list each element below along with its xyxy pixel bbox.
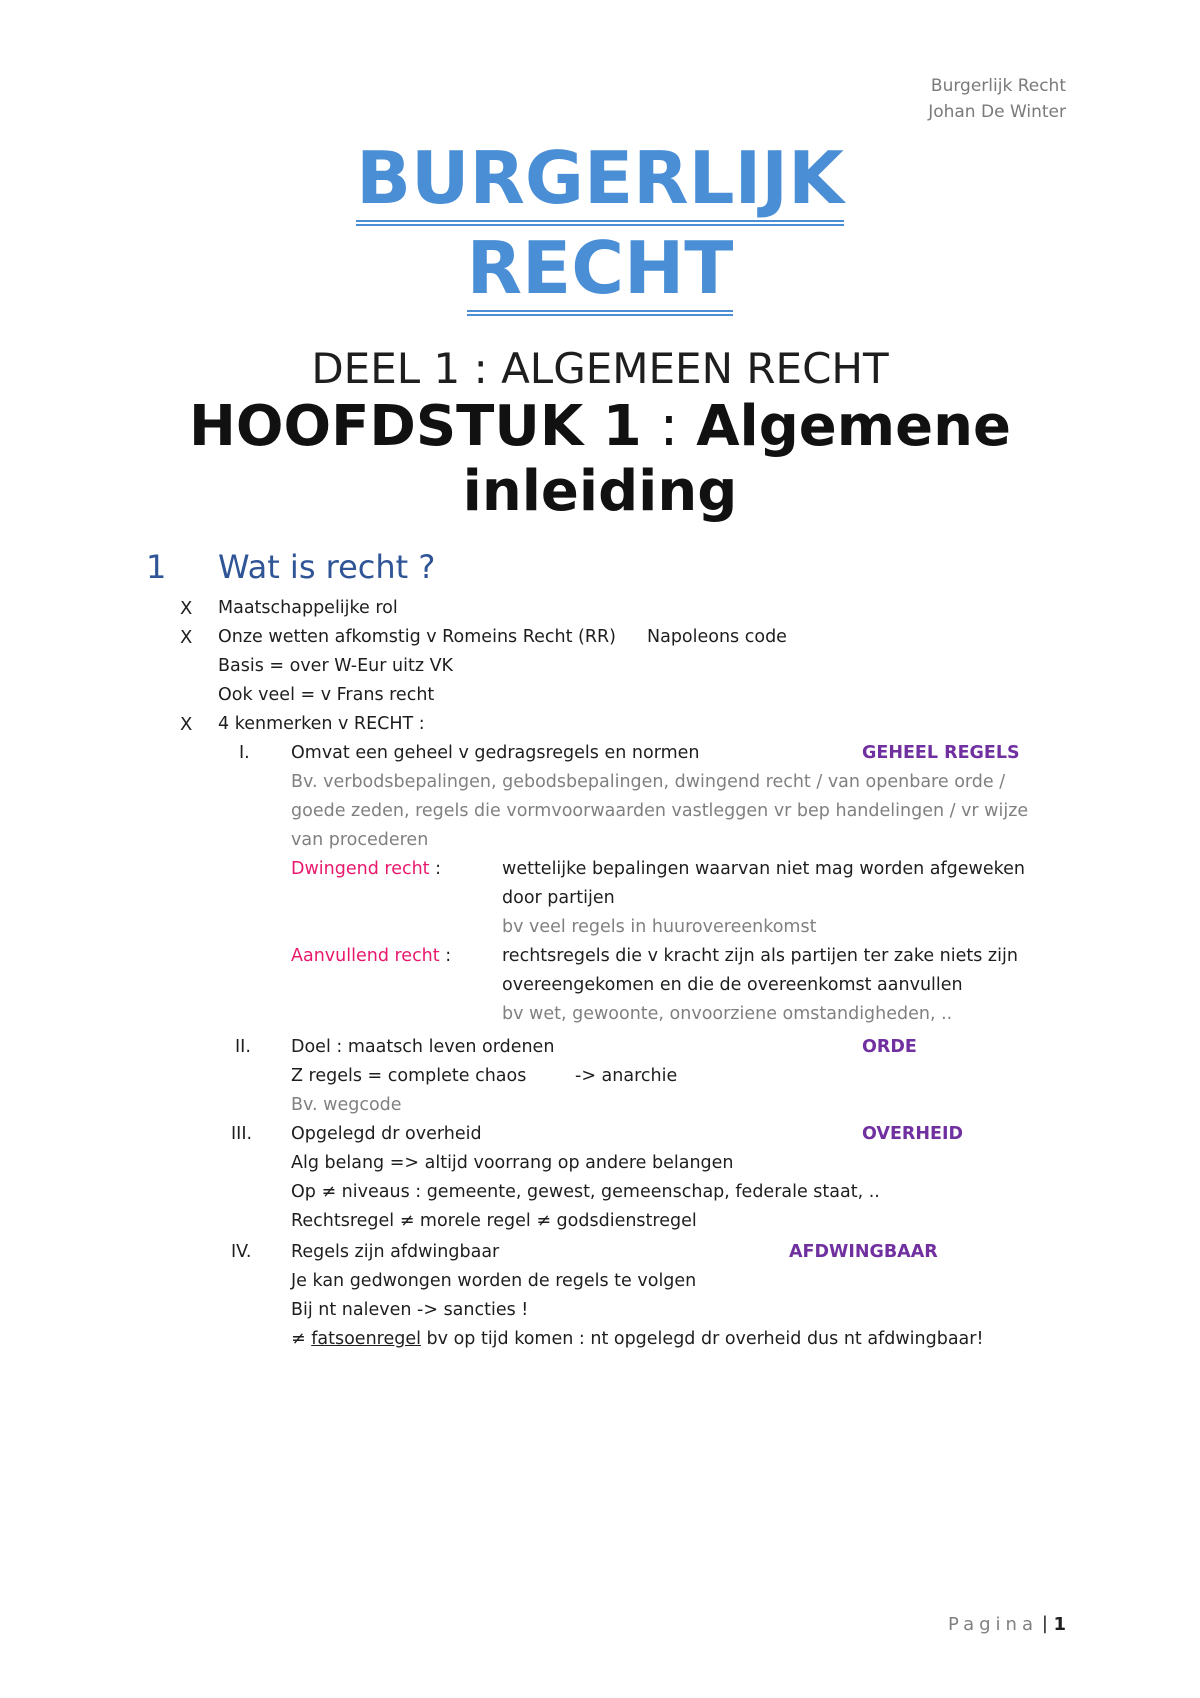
term-dwingend-recht: Dwingend recht (291, 859, 430, 879)
bullet-text: Maatschappelijke rol (218, 598, 398, 618)
footer-separator: | (1041, 1613, 1048, 1634)
definition-example: bv veel regels in huurovereenkomst (502, 917, 817, 937)
term-colon: : (439, 946, 452, 966)
kenmerk-numeral: II. (235, 1037, 251, 1057)
example-text: goede zeden, regels die vormvoorwaarden vastleggen vr bep handelingen / vr wijze (291, 801, 1029, 821)
document-title-line2 (0, 226, 1200, 316)
kenmerk-text: Bij nt naleven -> sancties ! (291, 1300, 529, 1320)
definition-example: bv wet, gewoonte, onvoorziene omstandigheden, .. (502, 1004, 953, 1024)
term-colon: : (429, 859, 441, 879)
footer-page-number: 1 (1053, 1614, 1066, 1635)
footer-page-label: Pagina (948, 1614, 1038, 1635)
kenmerk-heading: Omvat een geheel v gedragsregels en normen (291, 743, 700, 763)
document-title-line1 (0, 136, 1200, 226)
term-aanvullend-recht: Aanvullend recht (291, 946, 440, 966)
title-burgerlijk: BURGERLIJK (356, 142, 844, 226)
kenmerk-text: Z regels = complete chaos (291, 1066, 527, 1086)
kenmerk-heading: Regels zijn afdwingbaar (291, 1242, 500, 1262)
section-number: 1 (146, 548, 167, 586)
kenmerk-text: Je kan gedwongen worden de regels te volgen (291, 1271, 697, 1291)
fatsoenregel-term: fatsoenregel (311, 1329, 421, 1349)
kenmerk-text (291, 1329, 983, 1349)
definition-term (291, 859, 441, 879)
kenmerk-text: Alg belang => altijd voorrang op andere belangen (291, 1153, 734, 1173)
definition-text: rechtsregels die v kracht zijn als partijen ter zake niets zijn (502, 946, 1018, 966)
title-recht: RECHT (467, 232, 734, 316)
kenmerk-aside: -> anarchie (575, 1066, 678, 1086)
kenmerk-text: Op ≠ niveaus : gemeente, gewest, gemeenschap, federale staat, .. (291, 1182, 880, 1202)
not-equal-sign: ≠ (291, 1329, 312, 1349)
chapter-title (0, 395, 1200, 525)
kenmerk-heading: Opgelegd dr overheid (291, 1124, 482, 1144)
kenmerk-numeral: III. (231, 1124, 253, 1144)
chapter-number: HOOFDSTUK 1 (189, 394, 642, 459)
kenmerk-tag: ORDE (862, 1037, 917, 1057)
section-title: Wat is recht ? (218, 548, 436, 586)
kenmerk-numeral: IV. (231, 1242, 252, 1262)
bullet-marker: X (180, 627, 193, 648)
fatsoenregel-explanation: bv op tijd komen : nt opgelegd dr overheid dus nt afdwingbaar! (420, 1329, 984, 1349)
part-title: DEEL 1 : ALGEMEEN RECHT (311, 344, 889, 393)
chapter-name-b: inleiding (462, 458, 738, 524)
definition-text: door partijen (502, 888, 615, 908)
example-text: Bv. verbodsbepalingen, gebodsbepalingen, dwingend recht / van openbare orde / (291, 772, 1006, 792)
definition-text: overeengekomen en die de overeenkomst aanvullen (502, 975, 963, 995)
bullet-marker: X (180, 598, 193, 619)
kenmerk-tag: OVERHEID (862, 1124, 964, 1144)
chapter-colon: : (641, 394, 697, 459)
bullet-text: Ook veel = v Frans recht (218, 685, 435, 705)
bullet-text: Basis = over W-Eur uitz VK (218, 656, 454, 676)
definition-term (291, 946, 451, 966)
example-text: Bv. wegcode (291, 1095, 402, 1115)
kenmerk-numeral: I. (239, 743, 250, 763)
kenmerk-heading: Doel : maatsch leven ordenen (291, 1037, 555, 1057)
bullet-text: Onze wetten afkomstig v Romeins Recht (RR) (218, 627, 616, 647)
example-text: van procederen (291, 830, 429, 850)
kenmerk-tag: GEHEEL REGELS (862, 743, 1020, 763)
header-course: Burgerlijk Recht (930, 76, 1066, 96)
bullet-aside: Napoleons code (647, 627, 787, 647)
bullet-text: 4 kenmerken v RECHT : (218, 714, 425, 734)
chapter-name-a: Algemene (696, 394, 1011, 459)
kenmerk-text: Rechtsregel ≠ morele regel ≠ godsdienstregel (291, 1211, 697, 1231)
bullet-marker: X (180, 714, 193, 735)
definition-text: wettelijke bepalingen waarvan niet mag worden afgeweken (502, 859, 1025, 879)
header-author: Johan De Winter (928, 102, 1066, 122)
kenmerk-tag: AFDWINGBAAR (789, 1242, 938, 1262)
